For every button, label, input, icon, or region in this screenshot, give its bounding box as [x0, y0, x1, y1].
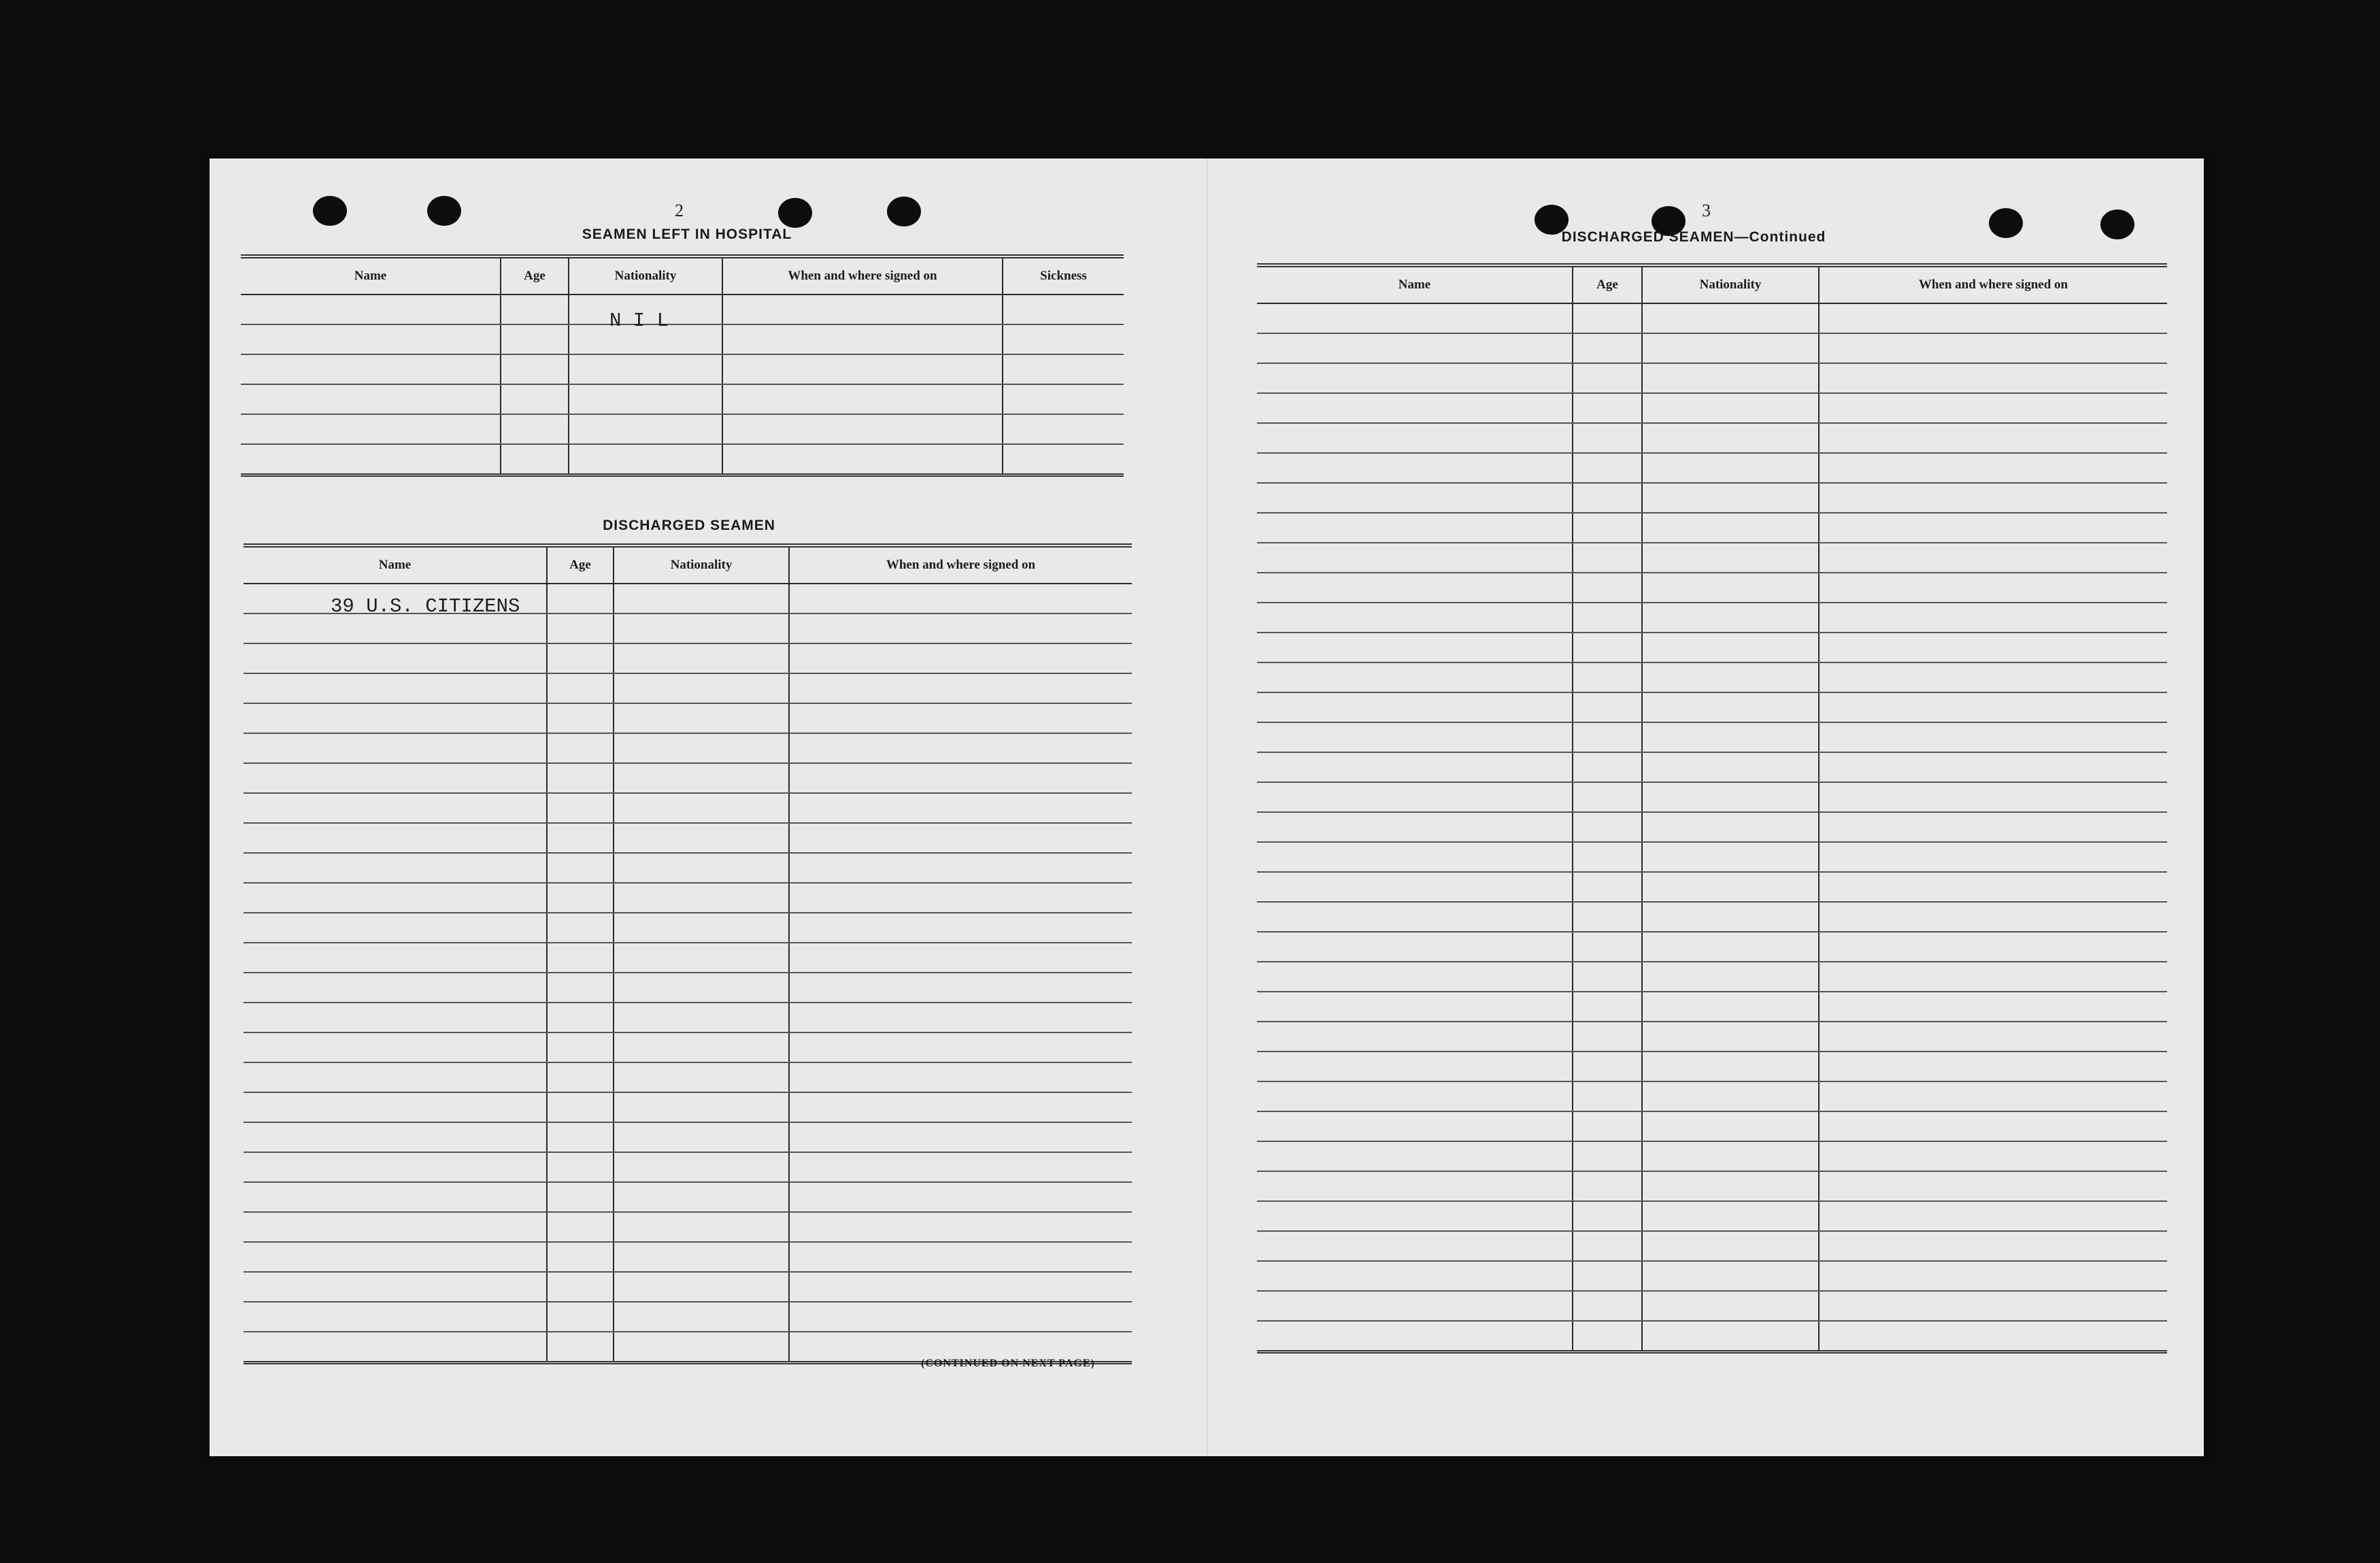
table-row	[1257, 872, 2167, 902]
table-row	[244, 1152, 1132, 1182]
table-row	[1257, 333, 2167, 363]
table-row	[244, 1272, 1132, 1302]
table-row	[1257, 363, 2167, 393]
page-number: 2	[675, 201, 684, 220]
punch-hole	[2100, 209, 2134, 239]
table-row	[244, 1182, 1132, 1212]
hospital-table	[241, 254, 1124, 477]
punch-hole	[887, 197, 921, 226]
discharged-table	[244, 543, 1132, 1364]
table-row	[1257, 1201, 2167, 1231]
discharged-continued-title: DISCHARGED SEAMEN—Continued	[1561, 229, 1826, 245]
column-header-signed-on: When and where signed on	[722, 256, 1003, 295]
table-row	[1257, 573, 2167, 603]
hospital-entry-nil: N I L	[609, 309, 669, 332]
table-row	[1257, 812, 2167, 842]
table-row	[244, 1242, 1132, 1272]
table-row	[244, 853, 1132, 883]
table-row	[1257, 842, 2167, 872]
table-row	[1257, 782, 2167, 812]
column-header-nationality: Nationality	[614, 545, 789, 584]
table-row	[244, 943, 1132, 973]
table-row	[1257, 303, 2167, 333]
table-row	[241, 414, 1124, 444]
table-row	[1257, 483, 2167, 513]
table-row	[244, 643, 1132, 673]
table-row	[244, 1032, 1132, 1062]
column-header-name: Name	[241, 256, 501, 295]
table-row	[244, 614, 1132, 643]
column-header-age: Age	[501, 256, 569, 295]
table-row	[244, 1092, 1132, 1122]
page-number: 3	[1702, 201, 1711, 220]
table-row	[1257, 1231, 2167, 1261]
table-row	[1257, 1111, 2167, 1141]
column-header-nationality: Nationality	[569, 256, 722, 295]
continued-note: (CONTINUED ON NEXT PAGE)	[921, 1358, 1095, 1369]
discharged-entry: 39 U.S. CITIZENS	[331, 595, 520, 618]
table-row	[244, 1003, 1132, 1032]
table-row	[241, 295, 1124, 324]
table-row	[1257, 603, 2167, 633]
table-row	[1257, 423, 2167, 453]
table-row	[241, 444, 1124, 475]
table-row	[244, 673, 1132, 703]
table-row	[1257, 992, 2167, 1022]
table-row	[1257, 932, 2167, 962]
table-row	[1257, 662, 2167, 692]
column-header-nationality: Nationality	[1642, 265, 1819, 303]
hospital-section-title: SEAMEN LEFT IN HOSPITAL	[582, 226, 792, 242]
punch-hole	[1989, 208, 2023, 238]
table-row	[1257, 1261, 2167, 1291]
table-row	[244, 793, 1132, 823]
table-row	[244, 1122, 1132, 1152]
page-fold	[1207, 158, 1208, 1456]
table-row	[244, 1212, 1132, 1242]
table-row	[1257, 962, 2167, 992]
table-row	[244, 823, 1132, 853]
table-row	[1257, 513, 2167, 543]
table-row	[241, 384, 1124, 414]
table-row	[1257, 692, 2167, 722]
table-row	[1257, 393, 2167, 423]
column-header-name: Name	[244, 545, 547, 584]
discharged-section-title: DISCHARGED SEAMEN	[603, 518, 775, 533]
table-row	[1257, 722, 2167, 752]
table-row	[244, 1062, 1132, 1092]
table-row	[1257, 633, 2167, 662]
table-row	[244, 733, 1132, 763]
table-row	[1257, 1052, 2167, 1081]
table-row	[241, 354, 1124, 384]
column-header-signed-on: When and where signed on	[1819, 265, 2167, 303]
table-row	[1257, 1321, 2167, 1352]
table-row	[1257, 1141, 2167, 1171]
table-row	[1257, 1081, 2167, 1111]
table-row	[244, 703, 1132, 733]
column-header-sickness: Sickness	[1003, 256, 1124, 295]
punch-hole	[313, 196, 347, 226]
table-row	[244, 1302, 1132, 1332]
table-row	[1257, 1291, 2167, 1321]
punch-hole	[427, 196, 461, 226]
column-header-age: Age	[1573, 265, 1642, 303]
table-row	[1257, 1022, 2167, 1052]
table-row	[1257, 453, 2167, 483]
table-row	[244, 763, 1132, 793]
table-row	[1257, 752, 2167, 782]
document-sheet	[209, 158, 2204, 1456]
column-header-name: Name	[1257, 265, 1573, 303]
table-row	[244, 973, 1132, 1003]
column-header-signed-on: When and where signed on	[789, 545, 1132, 584]
table-row	[1257, 543, 2167, 573]
punch-hole	[778, 198, 812, 228]
discharged-continued-table	[1257, 263, 2167, 1354]
column-header-age: Age	[547, 545, 614, 584]
table-row	[241, 324, 1124, 354]
table-row	[244, 913, 1132, 943]
table-row	[1257, 902, 2167, 932]
table-row	[244, 883, 1132, 913]
table-row	[1257, 1171, 2167, 1201]
